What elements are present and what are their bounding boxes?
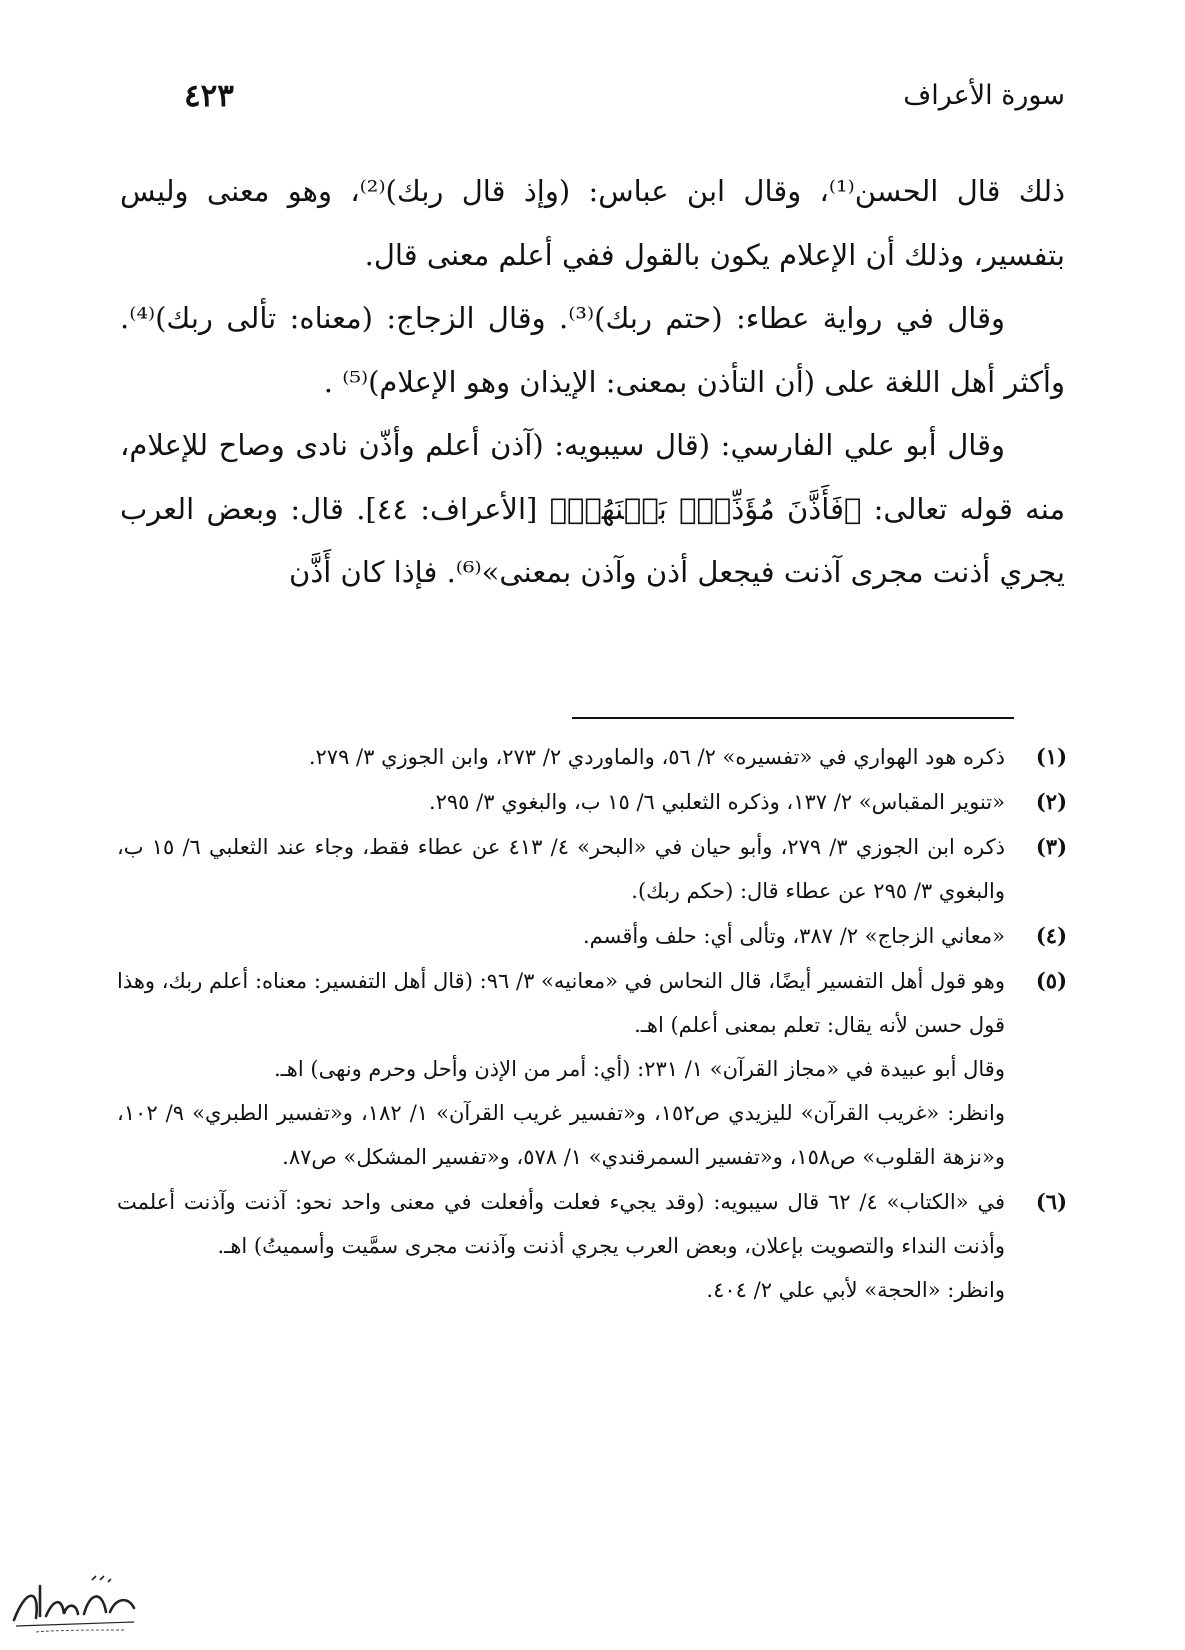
footnote-text: «معاني الزجاج» ٢/ ٣٨٧، وتألى أي: حلف وأقسم. [582,924,1005,948]
footnote-text: ذكره هود الهواري في «تفسيره» ٢/ ٥٦، والماوردي ٢/ ٢٧٣، وابن الجوزي ٣/ ٢٧٩. [308,745,1005,769]
footnote-text: وانظر: «غريب القرآن» لليزيدي ص١٥٢، و«تفسير غريب القرآن» ١/ ١٨٢، و«تفسير الطبري» ٩/ ١٠٢، و«نزهة القلوب» ص١٥٨، و«تفسير السمرقندي» ١/ ٥٧٨، و«تفسير المشكل» ص٨٧. [117,1101,1005,1169]
paragraph: وقال في رواية عطاء: (حتم ربك)⁽³⁾. وقال الزجاج: (معناه: تألى ربك)⁽⁴⁾. وأكثر أهل اللغة على (أن التأذن بمعنى: الإيذان وهو الإعلام)⁽⁵⁾ . [120,301,1065,399]
footnote-number: (٥) [1035,968,1067,993]
footnote-number: (٣) [1035,834,1067,859]
footnote [117,914,1067,958]
footnote-text: ذكره ابن الجوزي ٣/ ٢٧٩، وأبو حيان في «البحر» ٤/ ٤١٣ عن عطاء فقط، وجاء عند الثعلبي ٦/ ١٥ ب، والبغوي ٣/ ٢٩٥ عن عطاء قال: (حكم ربك). [117,835,1005,903]
footnote-divider [572,717,1014,719]
page-title: سورة الأعراف [903,80,1065,111]
paragraph: ذلك قال الحسن⁽¹⁾، وقال ابن عباس: (وإذ قال ربك)⁽²⁾، وهو معنى وليس بتفسير، وذلك أن الإعلام يكون بالقول ففي أعلم معنى قال. [120,174,1065,272]
footnote [117,735,1067,779]
page-number: ٤٢٣ [184,78,234,114]
footnote-number: (٦) [1035,1189,1067,1214]
footnote [117,1180,1067,1312]
footnote-text: وقال أبو عبيدة في «مجاز القرآن» ١/ ٢٣١: (أي: أمر من الإذن وأحل وحرم ونهى) اهـ. [273,1057,1005,1081]
footnote [117,825,1067,913]
footnotes [117,735,1067,1313]
footnote-text: في «الكتاب» ٤/ ٦٢ قال سيبويه: (وقد يجيء فعلت وأفعلت في معنى واحد نحو: آذنت وآذنت أعلمت وأذنت النداء والتصويت بإعلان، وبعض العرب يجري أذنت وآذنت مجرى سمَّيت وأسميتُ) اهـ. [117,1190,1005,1258]
footnote-text: وانظر: «الحجة» لأبي علي ٢/ ٤٠٤. [706,1278,1005,1302]
footnote-number: (١) [1035,744,1067,769]
footnote-text: وهو قول أهل التفسير أيضًا، قال النحاس في «معانيه» ٣/ ٩٦: (قال أهل التفسير: معناه: أعلم ربك، وهذا قول حسن لأنه يقال: تعلم بمعنى أعلم) اهـ. [117,969,1005,1037]
footnote [117,780,1067,824]
footnote-number: (٢) [1035,789,1067,814]
paragraph: وقال أبو علي الفارسي: (قال سيبويه: (آذن أعلم وأذّن نادى وصاح للإعلام، منه قوله تعالى: ﴿فَأَذَّنَ مُؤَذِّنٌۢ بَيۡنَهُمۡ﴾ [الأعراف: ٤٤]. قال: وبعض العرب يجري أذنت مجرى آذنت فيجعل أذن وآذن بمعنى»⁽⁶⁾. فإذا كان أَذَّن [120,428,1065,589]
footnote-number: (٤) [1035,923,1067,948]
footnote [117,959,1067,1179]
almusahim-logo-icon [6,1568,144,1640]
footnote-text: «تنوير المقباس» ٢/ ١٣٧، وذكره الثعلبي ٦/ ١٥ ب، والبغوي ٣/ ٢٩٥. [428,790,1005,814]
main-text [120,160,1065,605]
